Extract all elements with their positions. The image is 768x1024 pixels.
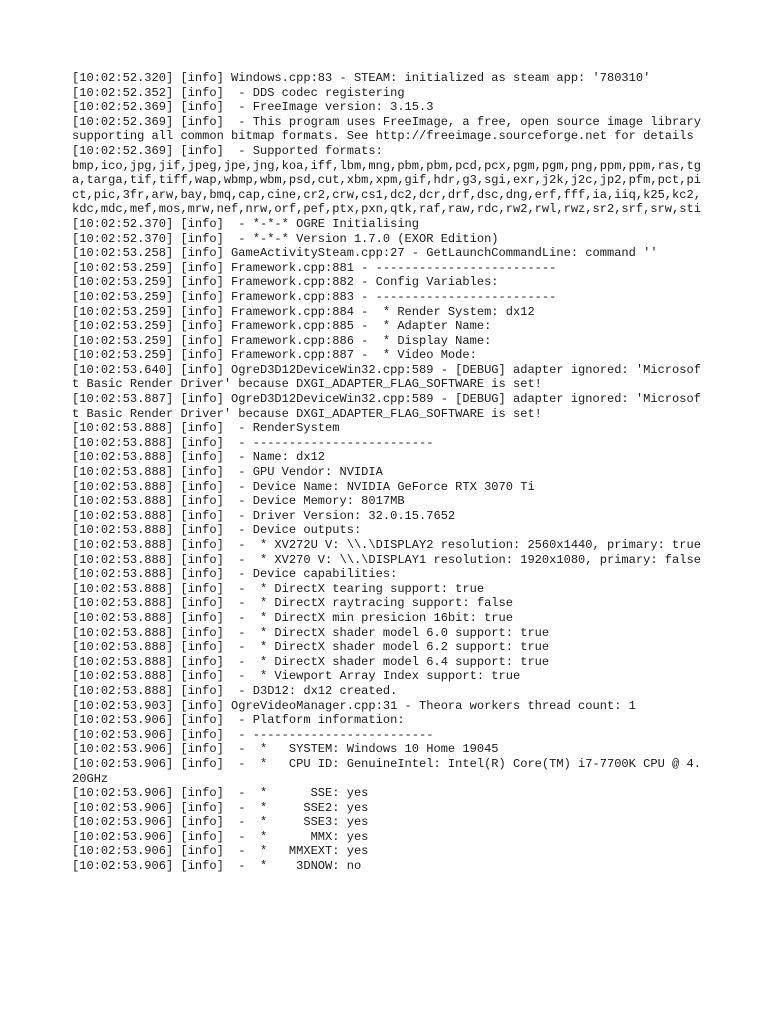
log-line: [10:02:53.888] [info] - Device Name: NVIDIA GeForce RTX 3070 Ti: [72, 479, 535, 494]
log-line: [10:02:53.906] [info] - * MMX: yes: [72, 829, 369, 844]
log-line: [10:02:53.887] [info] OgreD3D12DeviceWin32.cpp:589 - [DEBUG] adapter ignored: 'Microsoft Basic Render Driver' because DXGI_ADAPTER_FLAG_SOFTWARE is set!: [72, 392, 701, 421]
log-line: [10:02:53.888] [info] - * DirectX shader model 6.0 support: true: [72, 625, 550, 640]
log-line: [10:02:53.888] [info] - Driver Version: 32.0.15.7652: [72, 508, 456, 523]
log-line: [10:02:53.259] [info] Framework.cpp:881 - -------------------------: [72, 260, 557, 275]
log-line: [10:02:52.320] [info] Windows.cpp:83 - STEAM: initialized as steam app: '780310': [72, 71, 651, 85]
log-line: [10:02:52.352] [info] - DDS codec registering: [72, 85, 405, 100]
log-line: [10:02:53.906] [info] - * SSE: yes: [72, 786, 369, 801]
log-line: [10:02:53.888] [info] - * Viewport Array Index support: true: [72, 669, 521, 684]
log-line: [10:02:53.888] [info] - D3D12: dx12 created.: [72, 683, 398, 698]
log-line: [10:02:53.259] [info] Framework.cpp:882 - Config Variables:: [72, 275, 499, 290]
log-line: [10:02:53.640] [info] OgreD3D12DeviceWin32.cpp:589 - [DEBUG] adapter ignored: 'Microsoft Basic Render Driver' because DXGI_ADAPTER_FLAG_SOFTWARE is set!: [72, 362, 701, 392]
log-line: [10:02:53.259] [info] Framework.cpp:886 - * Display Name:: [72, 333, 492, 348]
log-text: [72, 71, 709, 874]
log-line: [10:02:53.888] [info] - Device capabilities:: [72, 567, 398, 582]
log-line: [10:02:52.369] [info] - Supported formats:: [72, 143, 383, 158]
log-line: bmp,ico,jpg,jif,jpeg,jpe,jng,koa,iff,lbm,mng,pbm,pbm,pcd,pcx,pgm,pgm,png,ppm,ppm,ras,tga,targa,tif,tiff,wap,wbmp,wbm,psd,cut,xbm,xpm,gif,hdr,g3,sgi,exr,j2k,j2c,jp2,pfm,pct,pict,pic,3fr,arw,bay,bmq,cap,cine,cr2,crw,cs1,dc2,dcr,drf,dsc,dng,erf,fff,ia,iiq,k25,kc2,kdc,mdc,mef,mos,mrw,nef,nrw,orf,pef,ptx,pxn,qtk,raf,raw,rdc,rw2,rwl,rwz,sr2,srf,srw,sti: [72, 158, 701, 217]
log-line: [10:02:53.906] [info] - -------------------------: [72, 727, 434, 742]
log-line: [10:02:53.906] [info] - * MMXEXT: yes: [72, 844, 369, 859]
log-line: [10:02:53.906] [info] - Platform information:: [72, 713, 405, 728]
log-line: [10:02:52.369] [info] - This program uses FreeImage, a free, open source image library supporting all common bitmap formats. See http://freeimage.sourceforge.net for details: [72, 114, 709, 144]
log-line: [10:02:52.370] [info] - *-*-* OGRE Initialising: [72, 216, 420, 231]
log-line: [10:02:53.888] [info] - * DirectX raytracing support: false: [72, 596, 513, 611]
log-line: [10:02:53.888] [info] - * DirectX min presicion 16bit: true: [72, 610, 513, 625]
log-line: [10:02:53.259] [info] Framework.cpp:883 - -------------------------: [72, 289, 557, 304]
log-line: [10:02:53.888] [info] - Name: dx12: [72, 450, 326, 465]
log-line: [10:02:53.888] [info] - * DirectX shader model 6.2 support: true: [72, 640, 550, 655]
log-line: [10:02:53.888] [info] - -------------------------: [72, 435, 434, 450]
log-line: [10:02:53.903] [info] OgreVideoManager.cpp:31 - Theora workers thread count: 1: [72, 698, 636, 713]
log-line: [10:02:53.888] [info] - Device outputs:: [72, 523, 362, 538]
log-line: [10:02:53.888] [info] - * XV272U V: \\.\DISPLAY2 resolution: 2560x1440, primary: true: [72, 538, 701, 552]
log-line: [10:02:53.888] [info] - GPU Vendor: NVIDIA: [72, 465, 383, 480]
log-line: [10:02:52.369] [info] - FreeImage version: 3.15.3: [72, 100, 434, 115]
log-line: [10:02:53.906] [info] - * SSE2: yes: [72, 800, 369, 815]
log-line: [10:02:53.906] [info] - * 3DNOW: no: [72, 859, 362, 874]
log-line: [10:02:53.906] [info] - * SSE3: yes: [72, 815, 369, 830]
log-line: [10:02:53.888] [info] - Device Memory: 8017MB: [72, 494, 405, 509]
log-line: [10:02:53.259] [info] Framework.cpp:884 - * Render System: dx12: [72, 304, 535, 319]
log-line: [10:02:53.259] [info] Framework.cpp:887 - * Video Mode:: [72, 348, 477, 363]
log-line: [10:02:53.258] [info] GameActivitySteam.cpp:27 - GetLaunchCommandLine: command '': [72, 246, 658, 261]
log-line: [10:02:53.906] [info] - * SYSTEM: Windows 10 Home 19045: [72, 742, 499, 757]
log-line: [10:02:53.906] [info] - * CPU ID: GenuineIntel: Intel(R) Core(TM) i7-7700K CPU @ 4.20GHz: [72, 756, 701, 786]
log-line: [10:02:53.259] [info] Framework.cpp:885 - * Adapter Name:: [72, 319, 492, 334]
log-line: [10:02:53.888] [info] - * DirectX shader model 6.4 support: true: [72, 654, 550, 669]
log-line: [10:02:53.888] [info] - * DirectX tearing support: true: [72, 581, 485, 596]
log-line: [10:02:53.888] [info] - * XV270 V: \\.\DISPLAY1 resolution: 1920x1080, primary: false: [72, 552, 701, 567]
log-line: [10:02:53.888] [info] - RenderSystem: [72, 421, 340, 436]
log-line: [10:02:52.370] [info] - *-*-* Version 1.7.0 (EXOR Edition): [72, 231, 499, 246]
